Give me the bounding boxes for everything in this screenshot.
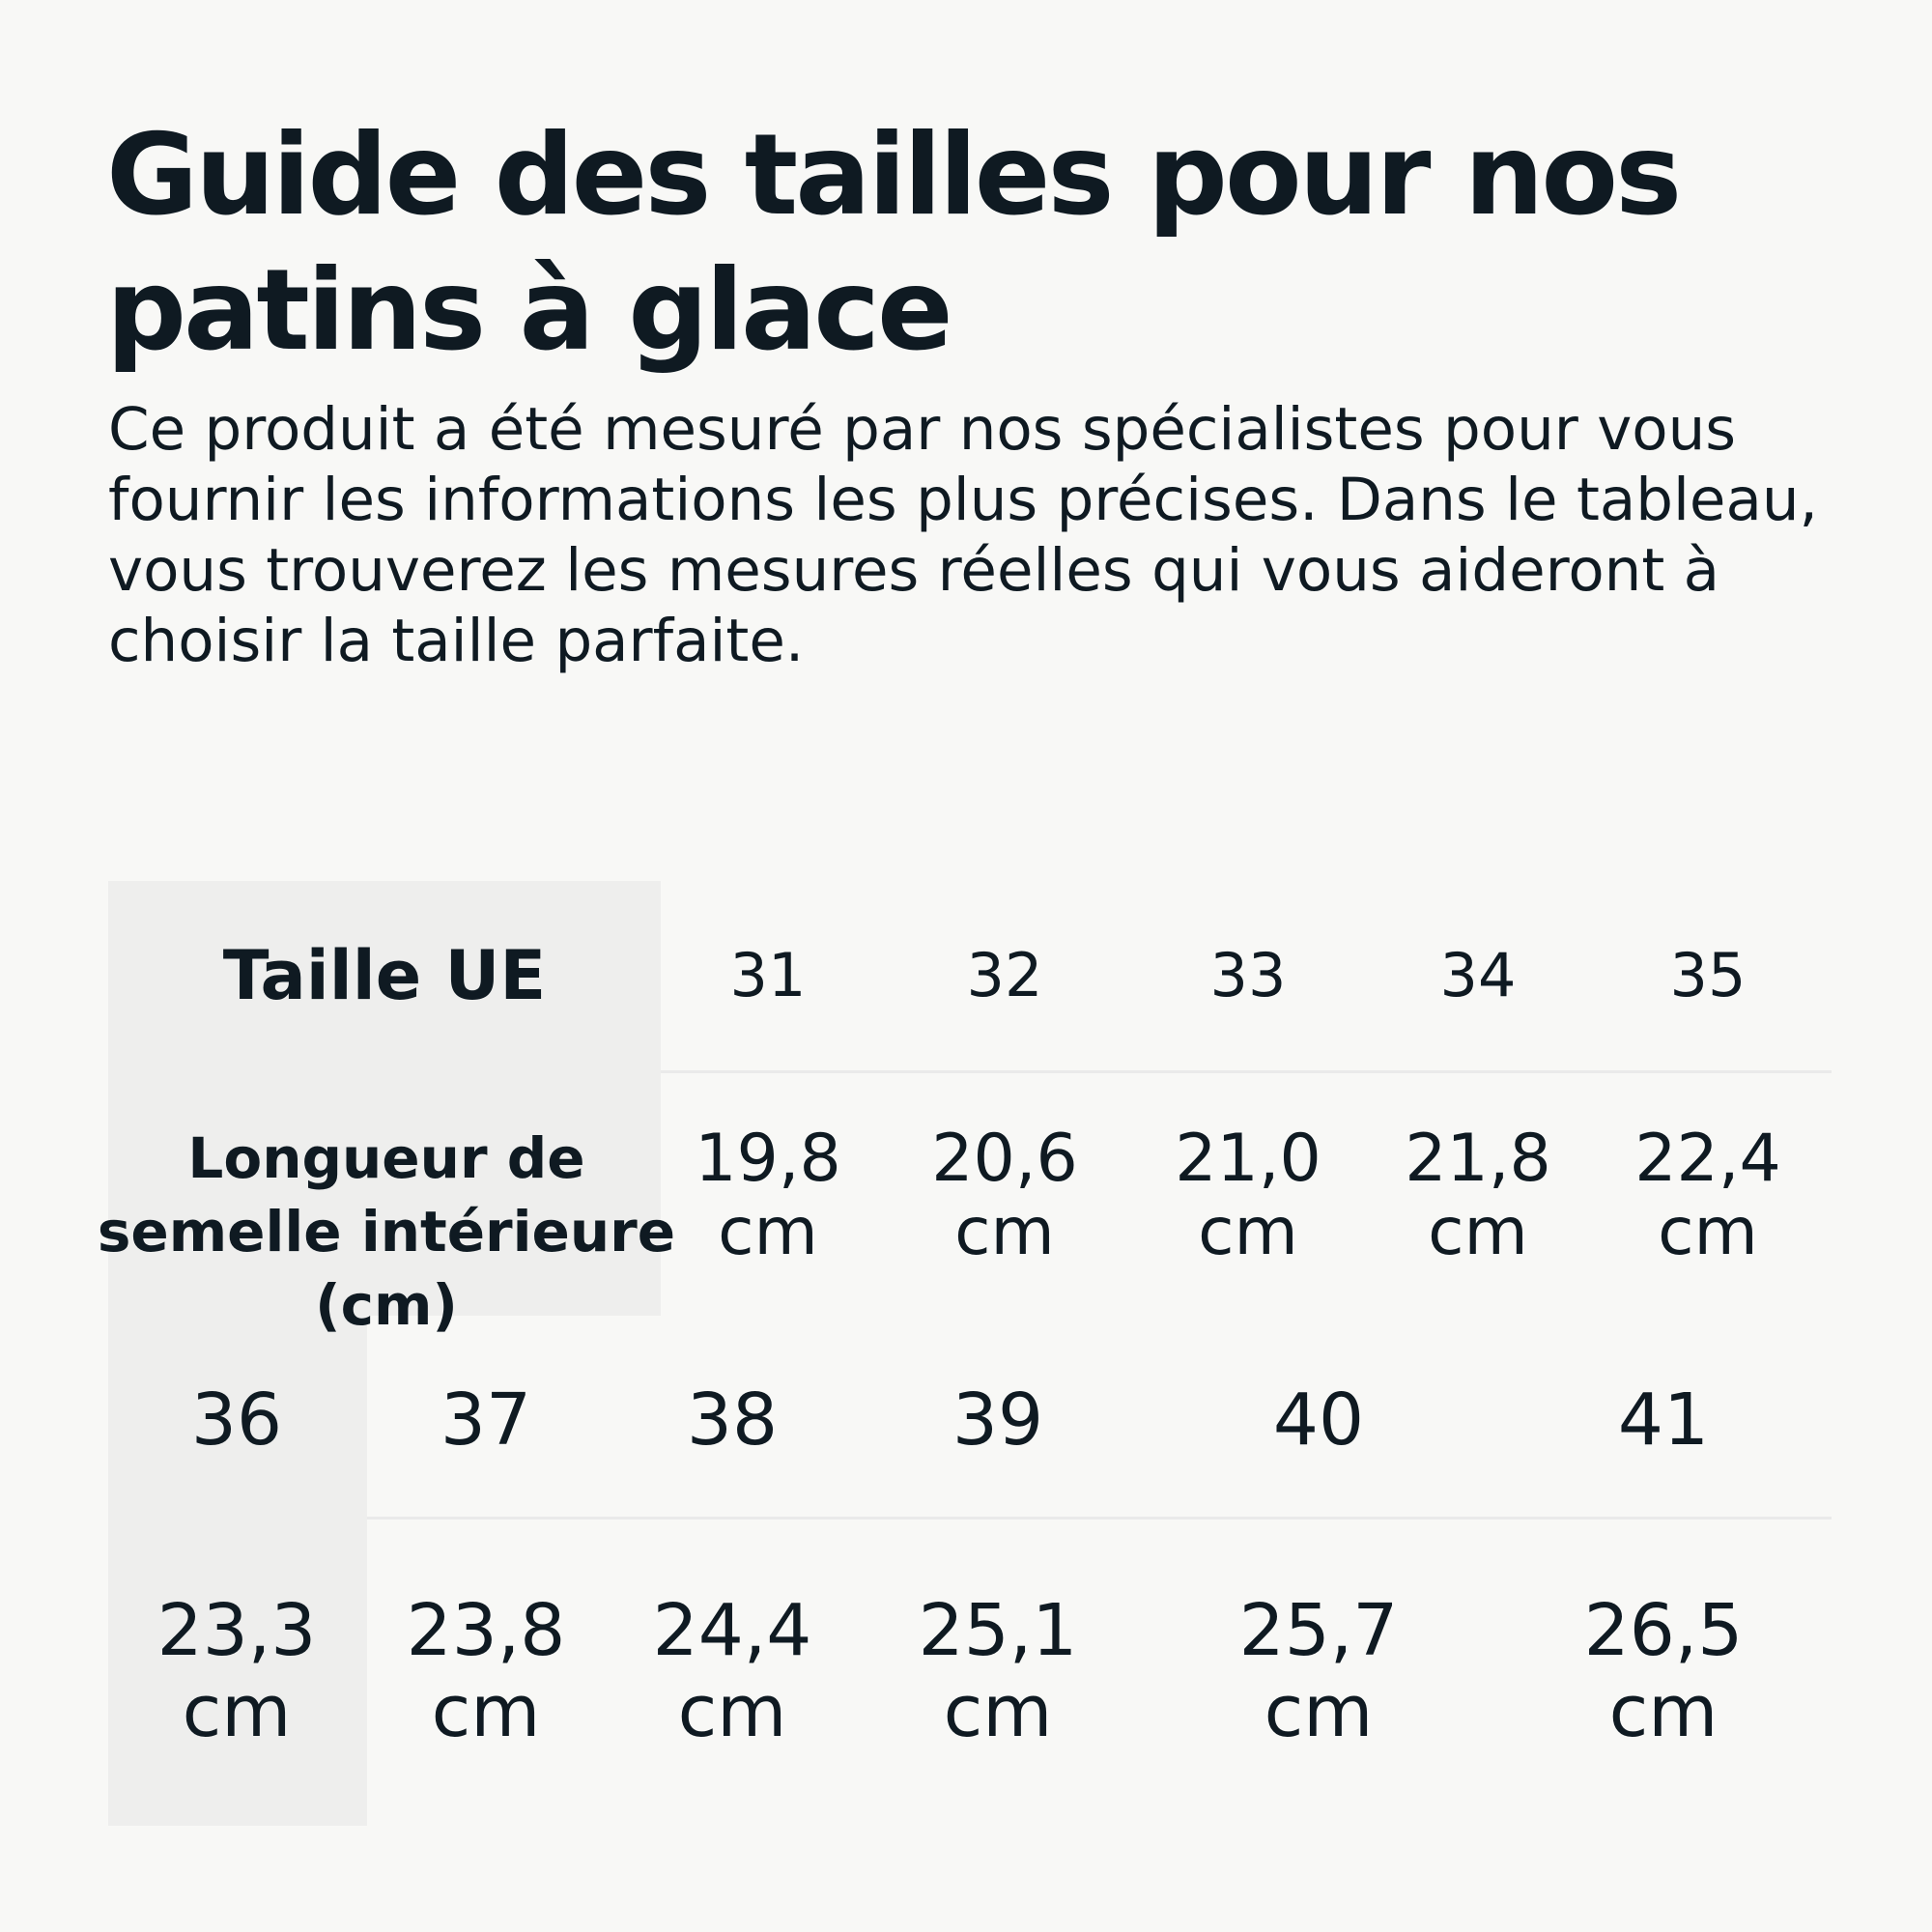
insole-length-value: 21,8 cm xyxy=(1405,1121,1551,1270)
size-value: 32 xyxy=(966,940,1043,1010)
insole-length-value: 23,8 cm xyxy=(406,1589,566,1753)
size-header-label: Taille UE xyxy=(222,936,547,1015)
size-value: 31 xyxy=(729,940,807,1010)
insole-length-value: 26,5 cm xyxy=(1583,1589,1744,1753)
size-value: 36 xyxy=(190,1378,283,1462)
size-value: 34 xyxy=(1439,940,1517,1010)
insole-length-value: 25,1 cm xyxy=(918,1589,1078,1753)
size-value: 40 xyxy=(1272,1378,1365,1462)
insole-length-value: 23,3 cm xyxy=(156,1589,317,1753)
size-value: 39 xyxy=(952,1378,1044,1462)
size-value: 38 xyxy=(686,1378,779,1462)
insole-length-value: 22,4 cm xyxy=(1634,1121,1781,1270)
length-header-label: Longueur de semelle intérieure (cm) xyxy=(97,1125,676,1338)
page-title: Guide des tailles pour nos patins à glace xyxy=(106,110,1680,376)
size-value: 33 xyxy=(1209,940,1287,1010)
row-divider xyxy=(367,1517,1832,1520)
insole-length-value: 25,7 cm xyxy=(1238,1589,1399,1753)
size-value: 37 xyxy=(440,1378,532,1462)
insole-length-value: 24,4 cm xyxy=(652,1589,812,1753)
row-divider xyxy=(661,1070,1832,1073)
insole-length-value: 19,8 cm xyxy=(695,1121,841,1270)
insole-length-value: 21,0 cm xyxy=(1175,1121,1321,1270)
size-value: 41 xyxy=(1617,1378,1710,1462)
intro-paragraph: Ce produit a été mesuré par nos spécialistes pour vous fournir les informations les plus précises. Dans le tableau, vous trouverez les mesures réelles qui vous aideront à choisir la taille parfaite. xyxy=(108,395,1818,675)
size-value: 35 xyxy=(1669,940,1747,1010)
insole-length-value: 20,6 cm xyxy=(931,1121,1078,1270)
